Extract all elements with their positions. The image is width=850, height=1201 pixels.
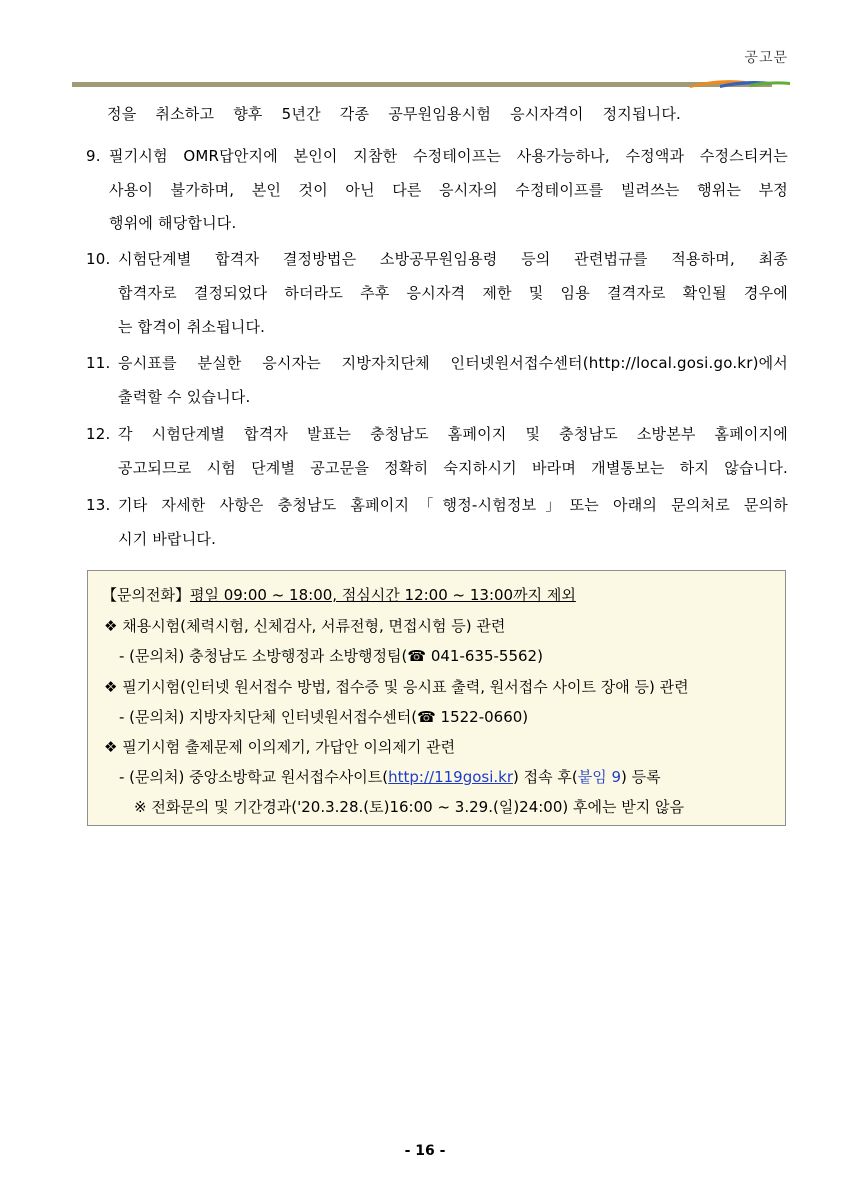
item-13-number: 13. — [86, 496, 111, 514]
item-10-line: 합격자로 결정되었다 하더라도 추후 응시자격 제한 및 임용 결격자로 확인될 경우에 — [118, 284, 788, 302]
item-10-number: 10. — [86, 250, 111, 268]
item-11-number: 11. — [86, 354, 111, 372]
contact-detail-prefix: - (문의처) 중앙소방학교 원서접수사이트( — [119, 768, 389, 786]
header-label: 공고문 — [744, 50, 788, 66]
contact-phone-heading — [102, 585, 576, 605]
item-10-line: 시험단계별 합격자 결정방법은 소방공무원임용령 등의 관련법규를 적용하며, 최종 — [118, 250, 788, 268]
header-accent-swoosh — [690, 78, 790, 90]
item-11-line: 출력할 수 있습니다. — [118, 388, 251, 406]
contact-detail: - (문의처) 충청남도 소방행정과 소방행정팀(☎ 041-635-5562) — [119, 647, 543, 665]
item-9-line: 사용이 불가하며, 본인 것이 아닌 다른 응시자의 수정테이프를 빌려쓰는 행위는 부정 — [109, 181, 788, 199]
item-9-line: 필기시험 OMR답안지에 본인이 지참한 수정테이프는 사용가능하나, 수정액과 수정스티커는 — [109, 147, 788, 165]
item-9-number: 9. — [86, 147, 101, 165]
item-13-line: 시기 바랍니다. — [118, 530, 217, 548]
contact-detail-suffix: ) 등록 — [621, 768, 661, 786]
item-8-continuation: 정을 취소하고 향후 5년간 각종 공무원임용시험 응시자격이 정지됩니다. — [107, 105, 681, 123]
contact-phone-label: 【문의전화】 — [102, 586, 190, 604]
contact-note: ※ 전화문의 및 기간경과('20.3.28.(토)16:00 ~ 3.29.(일)24:00) 후에는 받지 않음 — [134, 798, 684, 816]
item-13-line: 기타 자세한 사항은 충청남도 홈페이지「행정-시험정보」또는 아래의 문의처로 문의하 — [118, 496, 788, 514]
contact-topic: ❖ 필기시험(인터넷 원서접수 방법, 접수증 및 응시표 출력, 원서접수 사이트 장애 등) 관련 — [104, 678, 689, 696]
contact-detail: - (문의처) 지방자치단체 인터넷원서접수센터(☎ 1522-0660) — [119, 708, 529, 726]
item-12-number: 12. — [86, 425, 111, 443]
contact-info-box — [87, 570, 786, 826]
contact-topic: ❖ 채용시험(체력시험, 신체검사, 서류전형, 면접시험 등) 관련 — [104, 617, 506, 635]
contact-phone-hours: 평일 09:00 ~ 18:00, 점심시간 12:00 ~ 13:00까지 제외 — [189, 586, 576, 604]
contact-detail-mid: ) 접속 후( — [513, 768, 578, 786]
item-11-line: 응시표를 분실한 응시자는 지방자치단체 인터넷원서접수센터(http://local.gosi.go.kr)에서 — [118, 354, 788, 372]
contact-topic: ❖ 필기시험 출제문제 이의제기, 가답안 이의제기 관련 — [104, 738, 456, 756]
item-10-line: 는 합격이 취소됩니다. — [118, 318, 266, 336]
item-12-line: 공고되므로 시험 단계별 공고문을 정확히 숙지하시기 바라며 개별통보는 하지 않습니다. — [118, 459, 788, 477]
header-rule — [72, 82, 772, 87]
item-9-line: 행위에 해당합니다. — [109, 214, 237, 232]
item-12-line: 각 시험단계별 합격자 발표는 충청남도 홈페이지 및 충청남도 소방본부 홈페이지에 — [118, 425, 788, 443]
gosi-site-link[interactable]: http://119gosi.kr — [388, 768, 514, 786]
contact-detail-link-row — [119, 767, 661, 787]
attachment-ref: 붙임 9 — [577, 768, 622, 786]
page-number: - 16 - — [404, 1143, 446, 1159]
